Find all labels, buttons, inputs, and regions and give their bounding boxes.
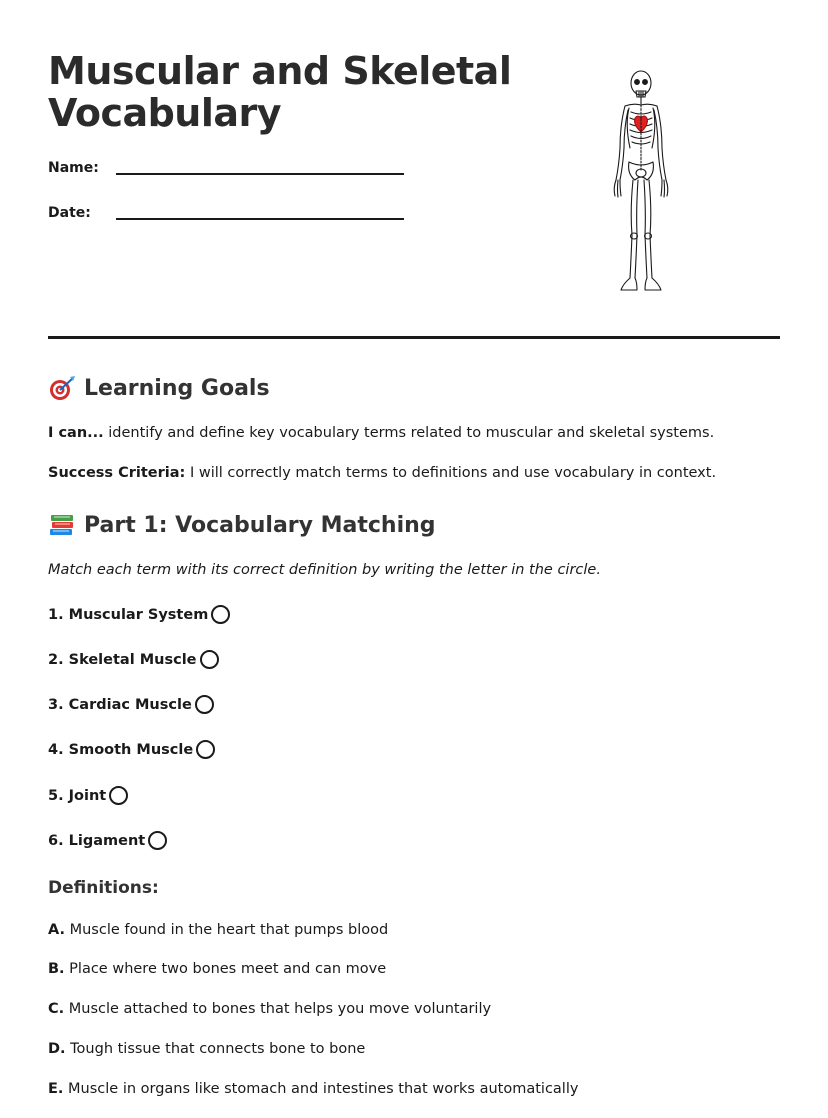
- i-can-label: I can...: [48, 425, 104, 441]
- part1-heading: [48, 511, 436, 539]
- answer-circle[interactable]: [200, 650, 219, 669]
- term-item: [48, 695, 214, 714]
- matching-instructions: Match each term with its correct definition by writing the letter in the circle.: [48, 562, 601, 578]
- term-label: 6. Ligament: [48, 832, 146, 849]
- answer-circle[interactable]: [148, 831, 167, 850]
- part1-title: Part 1: Vocabulary Matching: [84, 512, 436, 538]
- term-label: 4. Smooth Muscle: [48, 741, 194, 758]
- definition-text: Muscle in organs like stomach and intestines that works automatically: [63, 1081, 579, 1097]
- name-label: Name:: [48, 160, 99, 176]
- term-item: [48, 786, 128, 805]
- books-icon: [48, 511, 76, 539]
- term-label: 3. Cardiac Muscle: [48, 696, 192, 713]
- learning-goals-heading: [48, 374, 270, 402]
- section-divider: [48, 336, 780, 339]
- definition-item: [48, 1001, 491, 1017]
- definition-item: [48, 961, 386, 977]
- definition-letter: E.: [48, 1081, 64, 1097]
- definition-item: [48, 1041, 365, 1057]
- skeleton-illustration: [603, 70, 679, 294]
- target-dart-icon: [48, 374, 76, 402]
- title-line-2: Vocabulary: [48, 91, 282, 135]
- definition-text: Place where two bones meet and can move: [64, 961, 387, 977]
- success-criteria: [48, 465, 716, 481]
- term-item: [48, 831, 167, 850]
- term-label: 2. Skeletal Muscle: [48, 651, 197, 668]
- success-criteria-label: Success Criteria:: [48, 465, 186, 481]
- name-underline[interactable]: [116, 173, 404, 175]
- answer-circle[interactable]: [211, 605, 230, 624]
- i-can-statement: [48, 425, 714, 441]
- page-title: [48, 50, 518, 134]
- date-field[interactable]: [48, 205, 91, 221]
- term-item: [48, 605, 230, 624]
- term-item: [48, 740, 215, 759]
- definition-text: Muscle found in the heart that pumps blood: [65, 922, 389, 938]
- term-label: 5. Joint: [48, 787, 107, 804]
- definition-letter: B.: [48, 961, 65, 977]
- answer-circle[interactable]: [196, 740, 215, 759]
- title-line-1: Muscular and Skeletal: [48, 49, 512, 93]
- term-item: [48, 650, 219, 669]
- success-criteria-text: I will correctly match terms to definitions and use vocabulary in context.: [185, 465, 717, 481]
- date-label: Date:: [48, 205, 91, 221]
- term-label: 1. Muscular System: [48, 606, 209, 623]
- learning-goals-title: Learning Goals: [84, 375, 270, 401]
- answer-circle[interactable]: [109, 786, 128, 805]
- name-field[interactable]: [48, 160, 99, 176]
- i-can-text: identify and define key vocabulary terms related to muscular and skeletal systems.: [103, 425, 715, 441]
- definition-text: Tough tissue that connects bone to bone: [65, 1041, 366, 1057]
- answer-circle[interactable]: [195, 695, 214, 714]
- date-underline[interactable]: [116, 218, 404, 220]
- definition-item: [48, 922, 388, 938]
- definitions-heading: Definitions:: [48, 878, 159, 898]
- definition-text: Muscle attached to bones that helps you move voluntarily: [64, 1001, 492, 1017]
- definition-letter: D.: [48, 1041, 66, 1057]
- definition-item: [48, 1081, 578, 1097]
- definition-letter: A.: [48, 922, 65, 938]
- definition-letter: C.: [48, 1001, 65, 1017]
